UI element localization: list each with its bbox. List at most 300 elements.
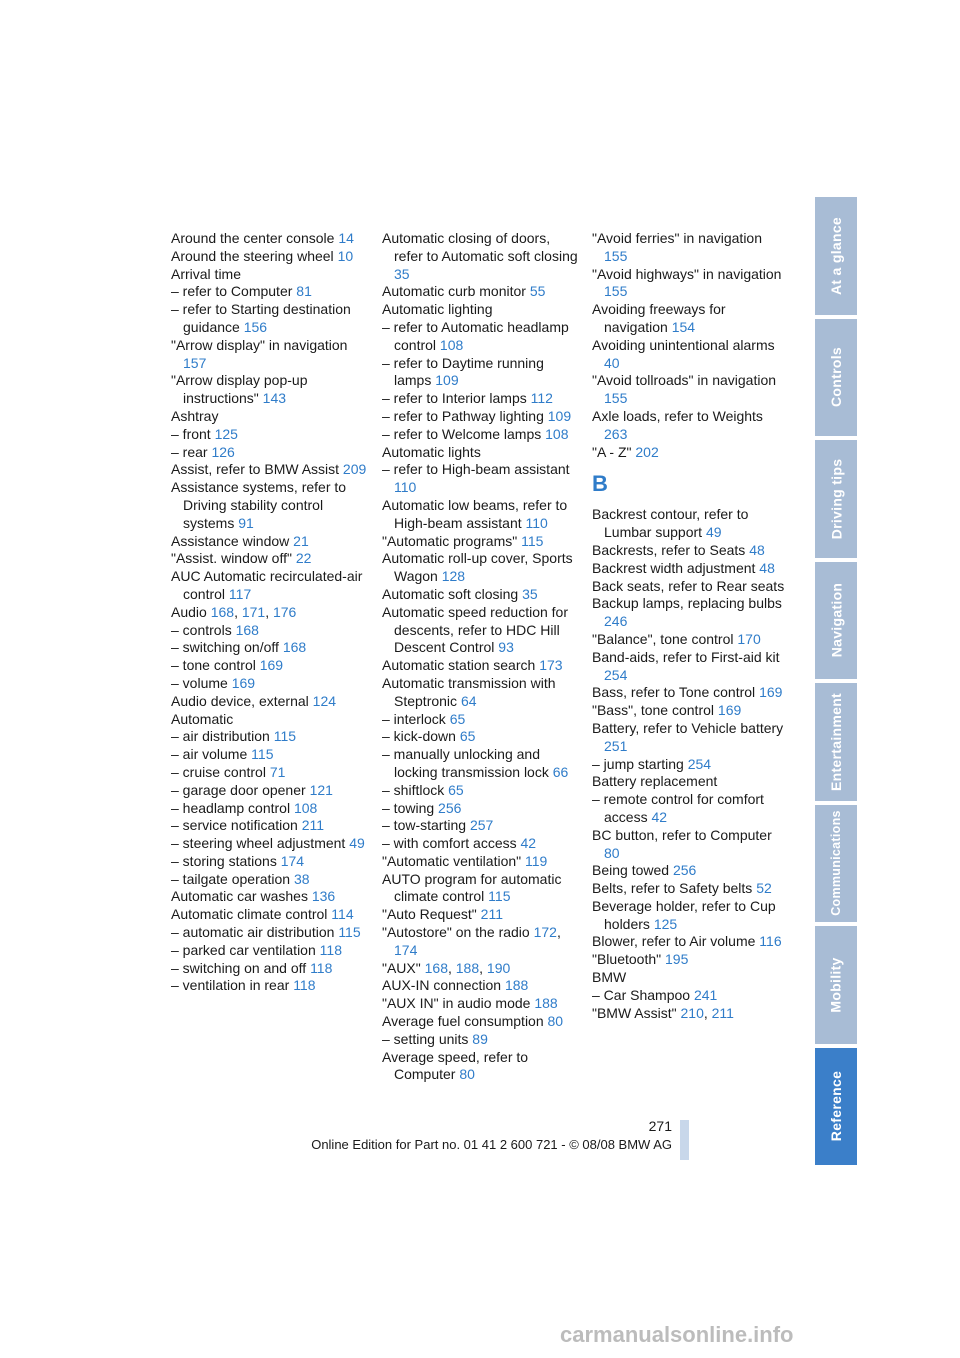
section-tab-at-a-glance[interactable] xyxy=(815,197,857,315)
index-entry xyxy=(171,942,371,960)
section-tab-label: Reference xyxy=(828,1071,844,1142)
index-entry xyxy=(382,550,578,586)
page-ref-link[interactable]: 115 xyxy=(521,532,544,549)
page-ref-link[interactable]: 81 xyxy=(296,283,312,300)
section-tab-driving-tips[interactable] xyxy=(815,440,857,558)
footer-accent-bar xyxy=(680,1120,689,1160)
index-entry xyxy=(592,684,788,702)
index-term: "Automatic ventilation" xyxy=(382,852,522,869)
page-ref-link[interactable]: 170 xyxy=(737,630,761,647)
page-ref-link[interactable]: 155 xyxy=(604,247,628,264)
page-ref-link[interactable]: 42 xyxy=(520,835,537,852)
index-entry xyxy=(382,426,578,444)
index-entry xyxy=(382,675,578,711)
index-entry xyxy=(171,337,371,373)
index-term: Average speed, refer to Computer xyxy=(382,1048,529,1083)
page-ref-link[interactable]: 169 xyxy=(717,702,742,719)
page-ref-separator: , xyxy=(556,924,561,941)
index-term: Automatic car washes xyxy=(171,888,308,905)
index-entry xyxy=(382,497,578,533)
index-entry xyxy=(382,604,578,657)
index-entry xyxy=(171,960,371,978)
index-term: "Bluetooth" xyxy=(592,951,662,968)
page-ref-link[interactable]: 257 xyxy=(469,817,494,834)
index-term: Arrival time xyxy=(171,265,242,282)
page-ref-link[interactable]: 172 xyxy=(533,924,557,941)
index-term: Automatic low beams, refer to High-beam assistant xyxy=(382,496,568,531)
index-entry xyxy=(171,764,371,782)
index-term: Assist, refer to BMW Assist xyxy=(171,461,340,478)
index-entry xyxy=(171,248,371,266)
index-entry xyxy=(382,906,578,924)
index-term: – refer to Interior lamps xyxy=(382,390,527,407)
index-term: Around the center console xyxy=(171,230,335,246)
index-entry xyxy=(592,506,788,542)
index-term: Assistance systems, refer to Driving stability control systems xyxy=(171,479,347,531)
index-entry xyxy=(171,817,371,835)
section-tab-label: Communications xyxy=(829,810,844,917)
index-term: "AUX IN" in audio mode xyxy=(382,995,531,1012)
index-entry xyxy=(171,711,371,729)
page-ref-link[interactable]: 254 xyxy=(687,755,712,772)
page-ref-link[interactable]: 71 xyxy=(269,763,286,780)
page-ref-link[interactable]: 143 xyxy=(262,390,287,407)
index-term: Assistance window xyxy=(171,532,290,549)
index-term: – tailgate operation xyxy=(171,870,291,887)
page-ref-link[interactable]: 80 xyxy=(547,1013,564,1030)
index-entry xyxy=(592,756,788,774)
page-ref-link[interactable]: 210 xyxy=(680,1004,704,1021)
page-ref-link[interactable]: 42 xyxy=(651,808,668,825)
index-entry xyxy=(171,782,371,800)
index-entry xyxy=(382,924,578,960)
index-entry xyxy=(592,578,788,596)
page-ref-link[interactable]: 119 xyxy=(525,852,548,869)
index-entry xyxy=(382,533,578,551)
index-entry xyxy=(382,728,578,746)
page-ref-link[interactable]: 188 xyxy=(504,977,529,994)
page-ref-link[interactable]: 256 xyxy=(672,862,697,879)
index-entry xyxy=(592,951,788,969)
index-term: – with comfort access xyxy=(382,835,517,852)
page-ref-link[interactable]: 35 xyxy=(394,265,410,282)
index-term: – service notification xyxy=(171,817,298,834)
index-entry xyxy=(171,550,371,568)
index-entry xyxy=(382,800,578,818)
index-term: BC button, refer to Computer xyxy=(592,826,772,843)
section-tab-label: Mobility xyxy=(828,957,845,1013)
page-ref-link[interactable]: 80 xyxy=(604,844,620,861)
index-entry xyxy=(592,791,788,827)
index-term: Blower, refer to Air volume xyxy=(592,933,756,950)
page-ref-link[interactable]: 174 xyxy=(280,852,305,869)
index-entry xyxy=(171,924,371,942)
section-tab-entertainment[interactable] xyxy=(815,683,857,801)
index-entry xyxy=(592,266,788,302)
page-ref-link[interactable]: 115 xyxy=(251,746,274,763)
index-term: – jump starting xyxy=(592,755,684,772)
index-entry xyxy=(592,649,788,685)
page-ref-link[interactable]: 49 xyxy=(705,524,722,541)
page-ref-link[interactable]: 174 xyxy=(394,941,418,958)
page-ref-link[interactable]: 109 xyxy=(547,407,572,424)
page-ref-link[interactable]: 125 xyxy=(214,425,238,442)
page-ref-link[interactable]: 116 xyxy=(759,933,782,950)
index-section-letter: B xyxy=(592,471,608,497)
index-term: – refer to Computer xyxy=(171,283,293,300)
page-ref-link[interactable]: 115 xyxy=(338,924,361,941)
index-term: – setting units xyxy=(382,1030,469,1047)
index-entry xyxy=(171,372,371,408)
index-entry xyxy=(382,319,578,355)
page-ref-link[interactable]: 89 xyxy=(472,1030,488,1047)
index-entry xyxy=(592,862,788,880)
page-ref-link[interactable]: 251 xyxy=(604,737,628,754)
page-ref-link[interactable]: 155 xyxy=(604,390,628,407)
index-entry xyxy=(382,408,578,426)
index-term: – steering wheel adjustment xyxy=(171,835,346,852)
index-term: – interlock xyxy=(382,710,446,727)
page-ref-separator: , xyxy=(703,1004,708,1021)
index-entry xyxy=(382,995,578,1013)
index-entry xyxy=(171,266,371,284)
index-term: Band-aids, refer to First-aid kit xyxy=(592,648,780,665)
page-ref-link[interactable]: 176 xyxy=(272,603,297,620)
page-ref-link[interactable]: 48 xyxy=(749,541,765,558)
page-ref-link[interactable]: 125 xyxy=(653,915,678,932)
index-term: "Arrow display" in navigation xyxy=(171,336,348,353)
index-term: Axle loads, refer to Weights xyxy=(592,407,763,424)
index-entry xyxy=(171,622,371,640)
index-entry xyxy=(592,1005,788,1023)
page-ref-link[interactable]: 65 xyxy=(449,710,466,727)
page-ref-link[interactable]: 246 xyxy=(604,613,628,630)
page-number: 271 xyxy=(648,1118,672,1134)
index-entry xyxy=(382,230,578,283)
page-ref-link[interactable]: 38 xyxy=(293,870,310,887)
page-ref-link[interactable]: 10 xyxy=(337,247,354,264)
index-entry xyxy=(382,960,578,978)
index-entry xyxy=(592,595,788,631)
section-tab-label: Navigation xyxy=(828,582,845,658)
index-term: – kick-down xyxy=(382,728,456,745)
section-tab-mobility[interactable] xyxy=(815,926,857,1044)
index-entry xyxy=(592,372,788,408)
index-term: – refer to High-beam assistant xyxy=(382,461,570,478)
page-ref-link[interactable]: 112 xyxy=(530,390,553,407)
page-ref-link[interactable]: 65 xyxy=(448,781,464,798)
index-term: Automatic lights xyxy=(382,443,481,460)
index-term: – headlamp control xyxy=(171,799,291,816)
index-column-2 xyxy=(382,230,578,1084)
index-entry xyxy=(171,479,371,532)
page-ref-link[interactable]: 35 xyxy=(522,585,538,602)
index-term: Automatic climate control xyxy=(171,906,328,923)
page-ref-link[interactable]: 52 xyxy=(756,880,772,897)
index-term: Automatic xyxy=(171,710,234,727)
page-ref-link[interactable]: 168 xyxy=(424,959,448,976)
page-ref-link[interactable]: 169 xyxy=(259,657,284,674)
index-term: – switching on and off xyxy=(171,959,307,976)
index-term: Automatic soft closing xyxy=(382,585,519,602)
index-entry xyxy=(171,444,371,462)
index-term: "A - Z" xyxy=(592,443,632,460)
index-entry xyxy=(592,337,788,373)
index-term: Automatic closing of doors, refer to Automatic soft closing xyxy=(382,230,578,264)
index-term: BMW xyxy=(592,969,627,986)
page-ref-link[interactable]: 118 xyxy=(293,977,316,994)
page-ref-link[interactable]: 108 xyxy=(545,425,569,442)
index-entry xyxy=(171,568,371,604)
index-entry xyxy=(382,746,578,782)
index-term: – manually unlocking and locking transmission lock xyxy=(382,746,549,780)
section-tab-navigation[interactable] xyxy=(815,562,857,680)
index-term: Automatic curb monitor xyxy=(382,283,526,300)
index-term: – remote control for comfort access xyxy=(592,791,764,825)
index-term: – ventilation in rear xyxy=(171,977,290,994)
page-ref-link[interactable]: 168 xyxy=(235,621,259,638)
index-entry xyxy=(171,408,371,426)
index-entry xyxy=(171,657,371,675)
page-ref-link[interactable]: 14 xyxy=(338,230,354,246)
index-entry xyxy=(592,230,788,266)
index-entry xyxy=(382,1031,578,1049)
section-tab-label: Driving tips xyxy=(828,458,845,540)
index-entry xyxy=(382,871,578,907)
index-term: Beverage holder, refer to Cup holders xyxy=(592,897,776,932)
index-term: – Car Shampoo xyxy=(592,986,691,1003)
page-ref-link[interactable]: 110 xyxy=(394,479,417,496)
index-term: – garage door opener xyxy=(171,781,306,798)
page-ref-link[interactable]: 80 xyxy=(459,1066,475,1083)
index-term: – storing stations xyxy=(171,852,277,869)
index-term: "Bass", tone control xyxy=(592,702,715,719)
index-term: – cruise control xyxy=(171,763,266,780)
index-term: – controls xyxy=(171,621,232,638)
page-ref-link[interactable]: 195 xyxy=(665,951,689,968)
index-column-3 xyxy=(592,230,788,1022)
index-entry xyxy=(382,444,578,462)
page-ref-link[interactable]: 263 xyxy=(604,425,628,442)
index-entry xyxy=(382,782,578,800)
page-ref-link[interactable]: 124 xyxy=(312,692,337,709)
page-ref-link[interactable]: 117 xyxy=(228,585,252,602)
page-ref-link[interactable]: 21 xyxy=(293,532,309,549)
page-ref-link[interactable]: 169 xyxy=(759,684,783,701)
index-term: Around the steering wheel xyxy=(171,247,334,264)
index-entry xyxy=(171,533,371,551)
page-ref-link[interactable]: 55 xyxy=(529,283,546,300)
page-ref-link[interactable]: 91 xyxy=(238,514,254,531)
index-term: Automatic roll-up cover, Sports Wagon xyxy=(382,550,573,585)
index-term: – refer to Daytime running lamps xyxy=(382,354,544,389)
page-ref-link[interactable]: 114 xyxy=(331,906,354,923)
index-entry xyxy=(171,728,371,746)
page-ref-link[interactable]: 110 xyxy=(525,514,548,531)
index-term: "Autostore" on the radio xyxy=(382,924,530,941)
page-ref-link[interactable]: 136 xyxy=(311,888,336,905)
page-ref-link[interactable]: 154 xyxy=(671,318,696,335)
index-entry xyxy=(592,969,788,987)
index-entry xyxy=(592,702,788,720)
page-ref-link[interactable]: 108 xyxy=(439,336,464,353)
page-ref-link[interactable]: 157 xyxy=(183,354,207,371)
index-term: Back seats, refer to Rear seats xyxy=(592,577,785,594)
page-ref-link[interactable]: 209 xyxy=(342,461,367,478)
index-entry xyxy=(382,657,578,675)
page-ref-link[interactable]: 118 xyxy=(310,959,333,976)
index-entry xyxy=(592,827,788,863)
page-ref-link[interactable]: 40 xyxy=(604,354,620,371)
index-entry xyxy=(382,817,578,835)
index-entry xyxy=(382,1013,578,1031)
index-column-1 xyxy=(171,230,371,995)
index-term: – tow-starting xyxy=(382,817,467,834)
index-term: – shiftlock xyxy=(382,781,445,798)
page-ref-link[interactable]: 168 xyxy=(210,603,235,620)
index-term: Avoiding unintentional alarms xyxy=(592,336,775,353)
index-entry xyxy=(171,746,371,764)
index-entry xyxy=(171,283,371,301)
page-ref-link[interactable]: 202 xyxy=(635,443,659,460)
index-entry xyxy=(382,586,578,604)
page-ref-link[interactable]: 66 xyxy=(552,763,569,780)
index-entry xyxy=(171,426,371,444)
index-term: Avoiding freeways for navigation xyxy=(592,301,726,335)
page-ref-link[interactable]: 93 xyxy=(498,639,514,656)
index-term: Backrests, refer to Seats xyxy=(592,541,746,558)
index-term: AUC Automatic recirculated-air control xyxy=(171,568,363,602)
index-term: – rear xyxy=(171,443,208,460)
index-entry xyxy=(171,675,371,693)
index-term: Being towed xyxy=(592,862,670,879)
page-ref-link[interactable]: 108 xyxy=(293,799,318,816)
index-entry xyxy=(171,639,371,657)
index-entry xyxy=(592,987,788,1005)
page-ref-link[interactable]: 126 xyxy=(211,443,235,460)
index-term: "Assist. window off" xyxy=(171,550,292,567)
index-term: Belts, refer to Safety belts xyxy=(592,880,753,897)
index-entry xyxy=(592,560,788,578)
page-ref-link[interactable]: 190 xyxy=(486,959,511,976)
index-term: – towing xyxy=(382,799,435,816)
page-ref-link[interactable]: 64 xyxy=(460,692,477,709)
page-ref-link[interactable]: 118 xyxy=(319,941,342,958)
page-ref-link[interactable]: 155 xyxy=(604,283,628,300)
index-term: Audio device, external xyxy=(171,692,309,709)
page-ref-link[interactable]: 128 xyxy=(441,568,466,585)
page-ref-link[interactable]: 173 xyxy=(539,657,563,674)
index-entry xyxy=(171,301,371,337)
index-term: – refer to Starting destination guidance xyxy=(171,301,351,335)
page-ref-separator: , xyxy=(447,959,452,976)
page-ref-link[interactable]: 65 xyxy=(459,728,476,745)
index-entry xyxy=(592,542,788,560)
page-ref-link[interactable]: 256 xyxy=(438,799,462,816)
index-term: "Arrow display pop-up instructions" xyxy=(171,372,308,407)
page-ref-link[interactable]: 241 xyxy=(693,986,718,1003)
index-term: – refer to Automatic headlamp control xyxy=(382,318,569,353)
index-term: – air volume xyxy=(171,746,248,763)
index-entry xyxy=(171,853,371,871)
index-term: Average fuel consumption xyxy=(382,1013,544,1030)
index-term: Automatic transmission with Steptronic xyxy=(382,674,556,709)
page-ref-link[interactable]: 115 xyxy=(488,888,511,905)
index-entry xyxy=(592,933,788,951)
section-tab-reference[interactable] xyxy=(815,1048,857,1166)
index-entry xyxy=(382,835,578,853)
index-term: "Avoid tollroads" in navigation xyxy=(592,372,777,389)
index-term: "Balance", tone control xyxy=(592,630,734,647)
page-ref-link[interactable]: 22 xyxy=(295,550,312,567)
index-entry xyxy=(592,301,788,337)
index-entry xyxy=(171,888,371,906)
page-ref-link[interactable]: 49 xyxy=(349,835,365,852)
index-term: "Avoid ferries" in navigation xyxy=(592,230,762,246)
index-entry xyxy=(171,906,371,924)
index-entry xyxy=(592,898,788,934)
index-term: "Automatic programs" xyxy=(382,532,518,549)
index-entry xyxy=(382,711,578,729)
page-ref-link[interactable]: 211 xyxy=(301,817,325,834)
page-ref-link[interactable]: 115 xyxy=(273,728,297,745)
index-entry xyxy=(171,693,371,711)
index-term: – air distribution xyxy=(171,728,270,745)
index-entry xyxy=(171,871,371,889)
page-ref-link[interactable]: 156 xyxy=(243,318,268,335)
section-tab-label: Entertainment xyxy=(828,692,844,791)
index-entry xyxy=(592,880,788,898)
page-ref-separator: , xyxy=(234,603,238,620)
index-term: Backrest width adjustment xyxy=(592,559,756,576)
watermark: carmanualsonline.info xyxy=(560,1322,794,1347)
index-term: Automatic station search xyxy=(382,657,536,674)
index-entry xyxy=(592,408,788,444)
page-ref-link[interactable]: 254 xyxy=(604,666,628,683)
index-term: AUTO program for automatic climate control xyxy=(382,870,562,905)
index-term: – automatic air distribution xyxy=(171,924,335,941)
index-entry xyxy=(382,301,578,319)
index-entry xyxy=(171,835,371,853)
page-ref-link[interactable]: 211 xyxy=(480,906,503,923)
index-term: Battery replacement xyxy=(592,773,718,790)
index-entry xyxy=(171,604,371,622)
index-term: "Avoid highways" in navigation xyxy=(592,265,782,282)
index-entry xyxy=(382,461,578,497)
index-term: "Auto Request" xyxy=(382,906,477,923)
page-ref-link[interactable]: 48 xyxy=(759,559,775,576)
section-tabs-sidebar xyxy=(815,197,857,1161)
page-ref-link[interactable]: 171 xyxy=(241,603,266,620)
index-entry xyxy=(592,720,788,756)
page-ref-link[interactable]: 121 xyxy=(309,781,333,798)
page-ref-link[interactable]: 109 xyxy=(435,372,459,389)
page-ref-link[interactable]: 188 xyxy=(455,959,480,976)
index-entry xyxy=(592,631,788,649)
index-entry xyxy=(382,283,578,301)
index-term: – parked car ventilation xyxy=(171,941,316,958)
index-entry xyxy=(382,1049,578,1085)
page-ref-link[interactable]: 188 xyxy=(534,995,558,1012)
index-term: Bass, refer to Tone control xyxy=(592,684,756,701)
section-tab-communications[interactable] xyxy=(815,805,857,923)
section-tab-label: Controls xyxy=(828,347,845,408)
page-ref-link[interactable]: 169 xyxy=(231,674,256,691)
page-ref-link[interactable]: 211 xyxy=(711,1004,734,1021)
page-ref-link[interactable]: 168 xyxy=(282,639,307,656)
index-term: Audio xyxy=(171,603,207,620)
section-tab-controls[interactable] xyxy=(815,319,857,437)
